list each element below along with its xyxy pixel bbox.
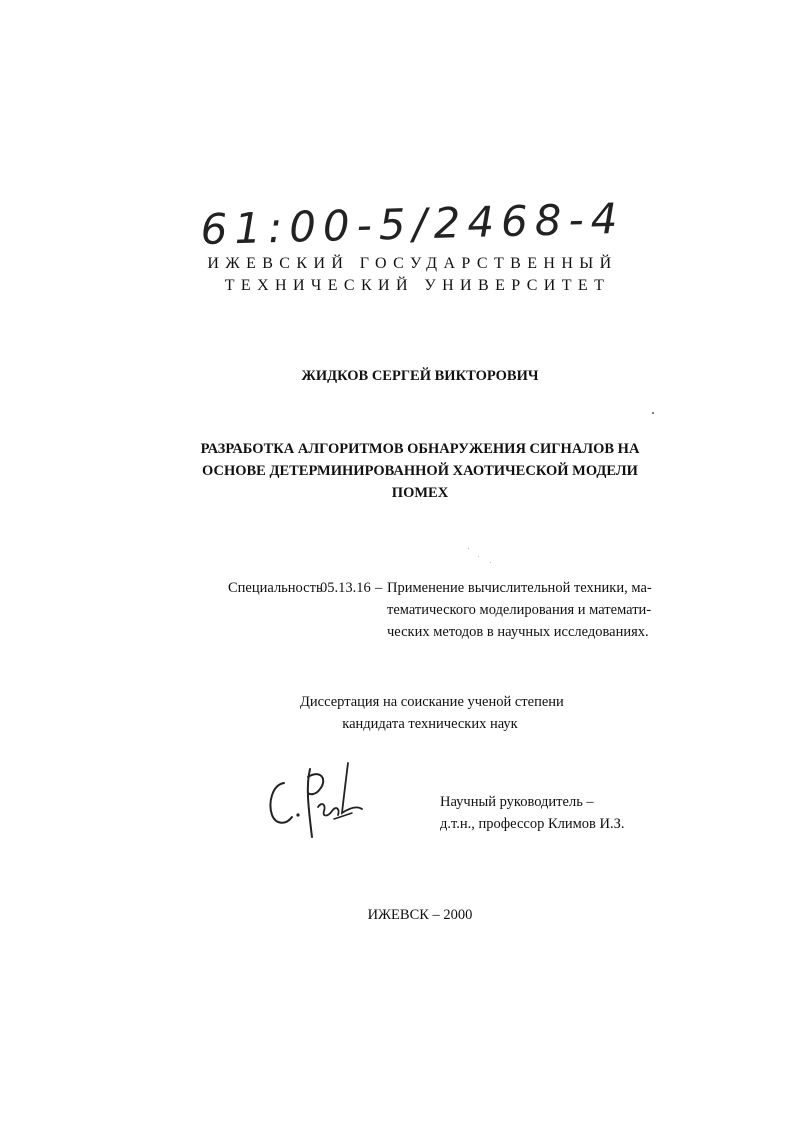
specialty-description-line: тематического моделирования и математи- — [387, 602, 652, 618]
university-name-line-2: ТЕХНИЧЕСКИЙ УНИВЕРСИТЕТ — [224, 277, 611, 294]
advisor-line: Научный руководитель – — [440, 794, 594, 810]
specialty-label: Специальность — [228, 580, 323, 596]
scan-speck — [652, 412, 654, 414]
city-year: ИЖЕВСК – 2000 — [367, 907, 473, 923]
handwritten-registration-number: 61:00-5/2468-4 — [200, 193, 625, 254]
title-line: ПОМЕХ — [391, 485, 449, 501]
scan-speck — [478, 556, 479, 557]
specialty-dash: – — [375, 580, 383, 596]
dissertation-degree — [300, 691, 564, 735]
specialty-code: 05.13.16 — [320, 580, 371, 596]
dissertation-title — [200, 438, 640, 504]
specialty-description-line: ческих методов в научных исследованиях. — [387, 624, 649, 640]
degree-line: кандидата технических наук — [342, 716, 518, 732]
advisor-line: д.т.н., профессор Климов И.З. — [440, 816, 625, 832]
handwritten-signature — [262, 755, 372, 845]
title-line: РАЗРАБОТКА АЛГОРИТМОВ ОБНАРУЖЕНИЯ СИГНАЛОВ НА — [200, 441, 640, 457]
degree-line: Диссертация на соискание ученой степени — [300, 694, 564, 710]
scan-speck — [490, 562, 491, 563]
specialty-description — [387, 577, 652, 643]
title-line: ОСНОВЕ ДЕТЕРМИНИРОВАННОЙ ХАОТИЧЕСКОЙ МОДЕЛИ — [202, 463, 638, 479]
author-name: ЖИДКОВ СЕРГЕЙ ВИКТОРОВИЧ — [301, 368, 539, 384]
university-name-line-1: ИЖЕВСКИЙ ГОСУДАРСТВЕННЫЙ — [207, 255, 618, 272]
specialty-description-line: Применение вычислительной техники, ма- — [387, 580, 652, 596]
scientific-advisor — [440, 791, 625, 835]
scan-speck — [468, 548, 469, 549]
